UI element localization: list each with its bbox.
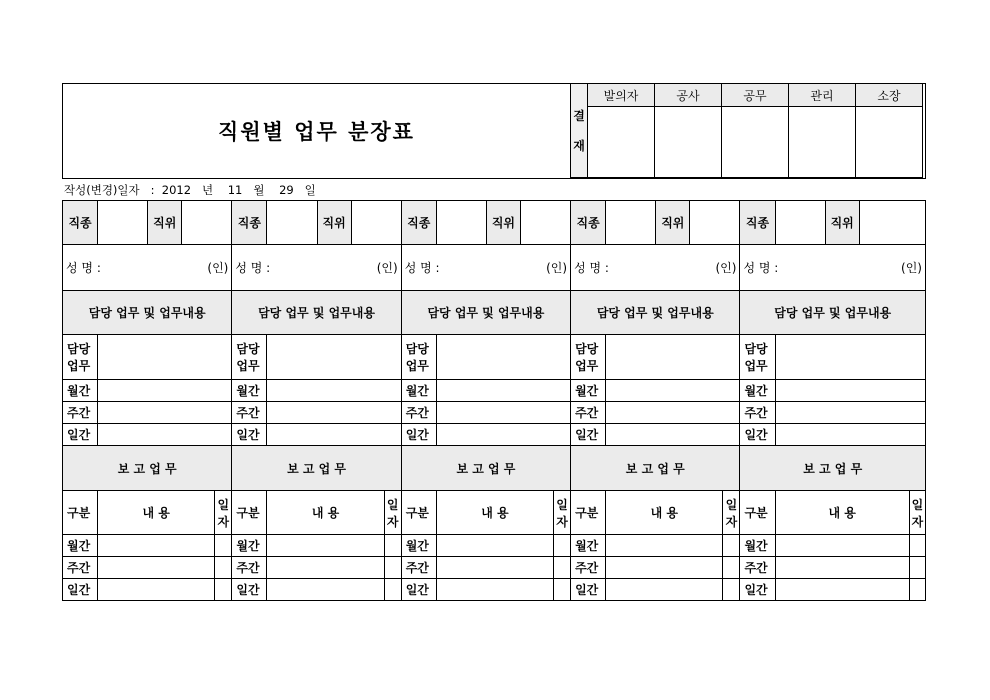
weekly-report-row xyxy=(63,557,926,579)
daily-report-content[interactable] xyxy=(436,579,553,601)
weekly-report-date[interactable] xyxy=(215,557,232,579)
content-label: 내 용 xyxy=(436,491,553,535)
name-cell[interactable] xyxy=(63,245,232,291)
duties-header-row xyxy=(63,291,926,335)
position-value[interactable] xyxy=(690,201,740,245)
duty-value[interactable] xyxy=(606,335,740,380)
weekly-label: 주간 xyxy=(232,402,267,424)
duty-label: 담당 업무 xyxy=(232,335,267,380)
report-header: 보 고 업 무 xyxy=(571,446,740,491)
approval-col-proposer: 발의자 xyxy=(588,84,655,107)
duty-value[interactable] xyxy=(775,335,925,380)
approval-label: 결 재 xyxy=(571,84,588,178)
duty-label: 담당 업무 xyxy=(63,335,98,380)
date-label: 일 자 xyxy=(723,491,740,535)
approval-sign-affairs[interactable] xyxy=(722,107,789,178)
monthly-report-label: 월간 xyxy=(232,535,267,557)
name-label: 성 명 : xyxy=(235,261,271,275)
daily-report-date[interactable] xyxy=(384,579,401,601)
position-value[interactable] xyxy=(859,201,925,245)
approval-sign-management[interactable] xyxy=(789,107,856,178)
position-value[interactable] xyxy=(182,201,232,245)
report-header-row xyxy=(63,446,926,491)
monthly-value[interactable] xyxy=(606,380,740,402)
position-value[interactable] xyxy=(520,201,570,245)
duty-row xyxy=(63,335,926,380)
name-cell[interactable] xyxy=(740,245,926,291)
seal-label: (인) xyxy=(901,261,922,275)
report-header: 보 고 업 무 xyxy=(232,446,401,491)
daily-label: 일간 xyxy=(740,424,775,446)
daily-report-date[interactable] xyxy=(723,579,740,601)
report-header: 보 고 업 무 xyxy=(740,446,926,491)
job-type-label: 직종 xyxy=(571,201,606,245)
monthly-value[interactable] xyxy=(267,380,401,402)
monthly-report-label: 월간 xyxy=(740,535,775,557)
weekly-value[interactable] xyxy=(436,402,570,424)
monthly-report-label: 월간 xyxy=(63,535,98,557)
seal-label: (인) xyxy=(546,261,568,275)
name-row xyxy=(63,245,926,291)
report-header: 보 고 업 무 xyxy=(63,446,232,491)
job-type-label: 직종 xyxy=(740,201,775,245)
weekly-value[interactable] xyxy=(775,402,925,424)
category-label: 구분 xyxy=(232,491,267,535)
weekly-value[interactable] xyxy=(267,402,401,424)
monthly-label: 월간 xyxy=(740,380,775,402)
duties-header: 담당 업무 및 업무내용 xyxy=(571,291,740,335)
duty-label: 담당 업무 xyxy=(401,335,436,380)
daily-value[interactable] xyxy=(606,424,740,446)
job-type-value[interactable] xyxy=(606,201,656,245)
approval-col-management: 관리 xyxy=(789,84,856,107)
weekly-value[interactable] xyxy=(606,402,740,424)
daily-report-content[interactable] xyxy=(98,579,215,601)
position-label: 직위 xyxy=(486,201,520,245)
weekly-report-content[interactable] xyxy=(98,557,215,579)
daily-label: 일간 xyxy=(571,424,606,446)
weekly-report-content[interactable] xyxy=(436,557,553,579)
monthly-duty-row xyxy=(63,380,926,402)
daily-report-label: 일간 xyxy=(571,579,606,601)
monthly-report-date[interactable] xyxy=(215,535,232,557)
monthly-value[interactable] xyxy=(98,380,232,402)
content-label: 내 용 xyxy=(267,491,384,535)
approval-col-affairs: 공무 xyxy=(722,84,789,107)
monthly-report-content[interactable] xyxy=(606,535,723,557)
name-cell[interactable] xyxy=(232,245,401,291)
approval-col-director: 소장 xyxy=(856,84,923,107)
daily-report-label: 일간 xyxy=(63,579,98,601)
weekly-report-label: 주간 xyxy=(571,557,606,579)
monthly-report-content[interactable] xyxy=(775,535,909,557)
seal-label: (인) xyxy=(207,261,229,275)
daily-report-row xyxy=(63,579,926,601)
weekly-report-content[interactable] xyxy=(775,557,909,579)
daily-report-label: 일간 xyxy=(401,579,436,601)
monthly-value[interactable] xyxy=(436,380,570,402)
category-label: 구분 xyxy=(401,491,436,535)
date-label: 일 자 xyxy=(215,491,232,535)
monthly-label: 월간 xyxy=(63,380,98,402)
duty-label: 담당 업무 xyxy=(571,335,606,380)
monthly-value[interactable] xyxy=(775,380,925,402)
approval-sign-construction[interactable] xyxy=(655,107,722,178)
approval-col-construction: 공사 xyxy=(655,84,722,107)
category-label: 구분 xyxy=(571,491,606,535)
name-cell[interactable] xyxy=(571,245,740,291)
report-header: 보 고 업 무 xyxy=(401,446,570,491)
duties-header: 담당 업무 및 업무내용 xyxy=(232,291,401,335)
monthly-report-row xyxy=(63,535,926,557)
weekly-report-date[interactable] xyxy=(723,557,740,579)
date-line: 작성(변경)일자 : 2012 년 11 월 29 일 xyxy=(64,183,316,197)
monthly-report-date[interactable] xyxy=(384,535,401,557)
daily-report-date[interactable] xyxy=(215,579,232,601)
name-label: 성 명 : xyxy=(404,261,440,275)
date-label: 일 자 xyxy=(909,491,925,535)
daily-report-content[interactable] xyxy=(267,579,384,601)
weekly-label: 주간 xyxy=(740,402,775,424)
employee-duty-table xyxy=(62,200,926,601)
job-type-label: 직종 xyxy=(401,201,436,245)
monthly-report-date[interactable] xyxy=(723,535,740,557)
content-label: 내 용 xyxy=(775,491,909,535)
daily-label: 일간 xyxy=(232,424,267,446)
daily-report-content[interactable] xyxy=(606,579,723,601)
content-label: 내 용 xyxy=(606,491,723,535)
monthly-report-content[interactable] xyxy=(98,535,215,557)
seal-label: (인) xyxy=(376,261,398,275)
daily-duty-row xyxy=(63,424,926,446)
name-label: 성 명 : xyxy=(66,261,101,275)
monthly-label: 월간 xyxy=(232,380,267,402)
weekly-report-label: 주간 xyxy=(401,557,436,579)
duty-label: 담당 업무 xyxy=(740,335,775,380)
name-cell[interactable] xyxy=(401,245,570,291)
weekly-label: 주간 xyxy=(401,402,436,424)
monthly-report-content[interactable] xyxy=(436,535,553,557)
monthly-report-date[interactable] xyxy=(909,535,925,557)
job-type-label: 직종 xyxy=(63,201,98,245)
weekly-report-content[interactable] xyxy=(267,557,384,579)
duty-value[interactable] xyxy=(436,335,570,380)
daily-value[interactable] xyxy=(98,424,232,446)
duty-value[interactable] xyxy=(98,335,232,380)
name-label: 성 명 : xyxy=(574,261,609,275)
weekly-report-content[interactable] xyxy=(606,557,723,579)
daily-label: 일간 xyxy=(401,424,436,446)
monthly-report-date[interactable] xyxy=(554,535,571,557)
daily-report-label: 일간 xyxy=(740,579,775,601)
name-label: 성 명 : xyxy=(743,261,779,275)
page-title: 직원별 업무 분장표 xyxy=(218,120,415,144)
seal-label: (인) xyxy=(715,261,737,275)
job-type-value[interactable] xyxy=(98,201,148,245)
daily-report-date[interactable] xyxy=(554,579,571,601)
date-label: 일 자 xyxy=(554,491,571,535)
approval-sign-director[interactable] xyxy=(856,107,923,178)
weekly-value[interactable] xyxy=(98,402,232,424)
duties-header: 담당 업무 및 업무내용 xyxy=(401,291,570,335)
duties-header: 담당 업무 및 업무내용 xyxy=(740,291,926,335)
monthly-report-content[interactable] xyxy=(267,535,384,557)
title-box xyxy=(63,84,571,178)
weekly-report-label: 주간 xyxy=(63,557,98,579)
weekly-label: 주간 xyxy=(63,402,98,424)
approval-sign-proposer[interactable] xyxy=(588,107,655,178)
weekly-report-date[interactable] xyxy=(554,557,571,579)
position-label: 직위 xyxy=(825,201,859,245)
daily-report-date[interactable] xyxy=(909,579,925,601)
approval-table xyxy=(570,83,923,178)
weekly-label: 주간 xyxy=(571,402,606,424)
daily-value[interactable] xyxy=(436,424,570,446)
report-columns-row xyxy=(63,491,926,535)
daily-value[interactable] xyxy=(267,424,401,446)
position-label: 직위 xyxy=(656,201,690,245)
weekly-report-date[interactable] xyxy=(909,557,925,579)
weekly-duty-row xyxy=(63,402,926,424)
category-label: 구분 xyxy=(63,491,98,535)
monthly-label: 월간 xyxy=(401,380,436,402)
daily-report-label: 일간 xyxy=(232,579,267,601)
monthly-report-label: 월간 xyxy=(401,535,436,557)
date-label: 일 자 xyxy=(384,491,401,535)
position-value[interactable] xyxy=(351,201,401,245)
job-type-label: 직종 xyxy=(232,201,267,245)
daily-report-content[interactable] xyxy=(775,579,909,601)
job-type-value[interactable] xyxy=(775,201,825,245)
weekly-report-date[interactable] xyxy=(384,557,401,579)
daily-label: 일간 xyxy=(63,424,98,446)
content-label: 내 용 xyxy=(98,491,215,535)
weekly-report-label: 주간 xyxy=(232,557,267,579)
duties-header: 담당 업무 및 업무내용 xyxy=(63,291,232,335)
position-label: 직위 xyxy=(148,201,182,245)
monthly-label: 월간 xyxy=(571,380,606,402)
job-position-row xyxy=(63,201,926,245)
job-type-value[interactable] xyxy=(436,201,486,245)
position-label: 직위 xyxy=(317,201,351,245)
monthly-report-label: 월간 xyxy=(571,535,606,557)
duty-value[interactable] xyxy=(267,335,401,380)
weekly-report-label: 주간 xyxy=(740,557,775,579)
document-header xyxy=(62,83,926,179)
category-label: 구분 xyxy=(740,491,775,535)
daily-value[interactable] xyxy=(775,424,925,446)
job-type-value[interactable] xyxy=(267,201,317,245)
